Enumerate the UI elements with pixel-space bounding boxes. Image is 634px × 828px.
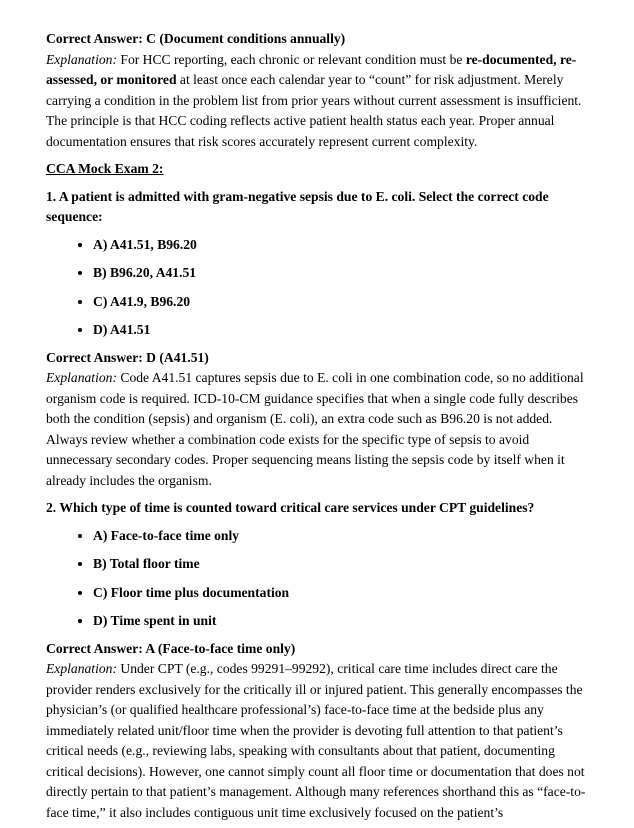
explanation-text: Code A41.51 captures sepsis due to E. coli in one combination code, so no additional organism code is required. ICD-10-CM guidance specifies that when a single code fully describes both the condition (sepsis) and organism (E. coli), an extra code such as B96.20 is not added. Always review whether a combination code exists for the specific type of sepsis to avoid unnecessary secondary codes. Proper sequencing means listing the sepsis code by itself when it already includes the organism.: [46, 370, 584, 488]
option-item-c: • C) Floor time plus documentation: [93, 583, 594, 604]
question-2-text: 2. Which type of time is counted toward critical care services under CPT guidelines?: [46, 500, 535, 515]
explanation-text: For HCC reporting, each chronic or relevant condition must be: [116, 51, 466, 67]
explanation-bold-phrase: re-documented, re-assessed, or monitored: [46, 51, 577, 87]
section-heading: CCA Mock Exam 2:: [46, 161, 164, 176]
explanation-label: Explanation:: [46, 661, 117, 676]
question-2-answer-block: [46, 639, 594, 824]
explanation-text: at least once each calendar year to “count” for risk adjustment. Merely carrying a condition in the problem list from prior years without current assessment is insufficient. The principle is that HCC coding reflects active patient health status each year. Proper annual documentation ensures that risk scores accurately represent current complexity.: [46, 72, 582, 149]
option-item-b: • B) Total floor time: [93, 554, 594, 575]
section-heading-block: [46, 159, 594, 180]
option-item-d: • D) A41.51: [93, 320, 594, 341]
correct-answer-line: Correct Answer: D (A41.51): [46, 349, 209, 365]
question-1-answer-block: [46, 348, 594, 492]
option-item-a: • A) Face-to-face time only: [93, 526, 594, 547]
question-1-text: 1. A patient is admitted with gram-negative sepsis due to E. coli. Select the correct code sequence:: [46, 188, 549, 224]
option-item-d: • D) Time spent in unit: [93, 611, 594, 632]
prev-answer-block: [46, 29, 594, 152]
explanation-label: Explanation:: [46, 51, 117, 67]
question-1-options: [46, 235, 594, 341]
correct-answer-line: Correct Answer: C (Document conditions annually): [46, 31, 346, 46]
option-item-c: • C) A41.9, B96.20: [93, 292, 594, 313]
correct-answer-line: Correct Answer: A (Face-to-face time only): [46, 640, 296, 656]
option-item-b: • B) B96.20, A41.51: [93, 263, 594, 284]
explanation-text: Under CPT (e.g., codes 99291–99292), critical care time includes direct care the provider renders exclusively for the critically ill or injured patient. This generally encompasses the physician’s (or qualified healthcare professional’s) face-to-face time at the bedside plus any immediately related unit/floor time when the provider is devoting full attention to that patient’s critical needs (e.g., reviewing labs, speaking with consultants about that patient, documenting critical decisions). However, one cannot simply count all floor time or documentation that does not directly pertain to that patient’s management. Although many references shorthand this as “face-to-face time,” it also includes contiguous unit time exclusively focused on the patient’s: [46, 661, 586, 820]
explanation-label: Explanation:: [46, 370, 117, 385]
option-item-a: • A) A41.51, B96.20: [93, 235, 594, 256]
question-2-options: [46, 526, 594, 632]
